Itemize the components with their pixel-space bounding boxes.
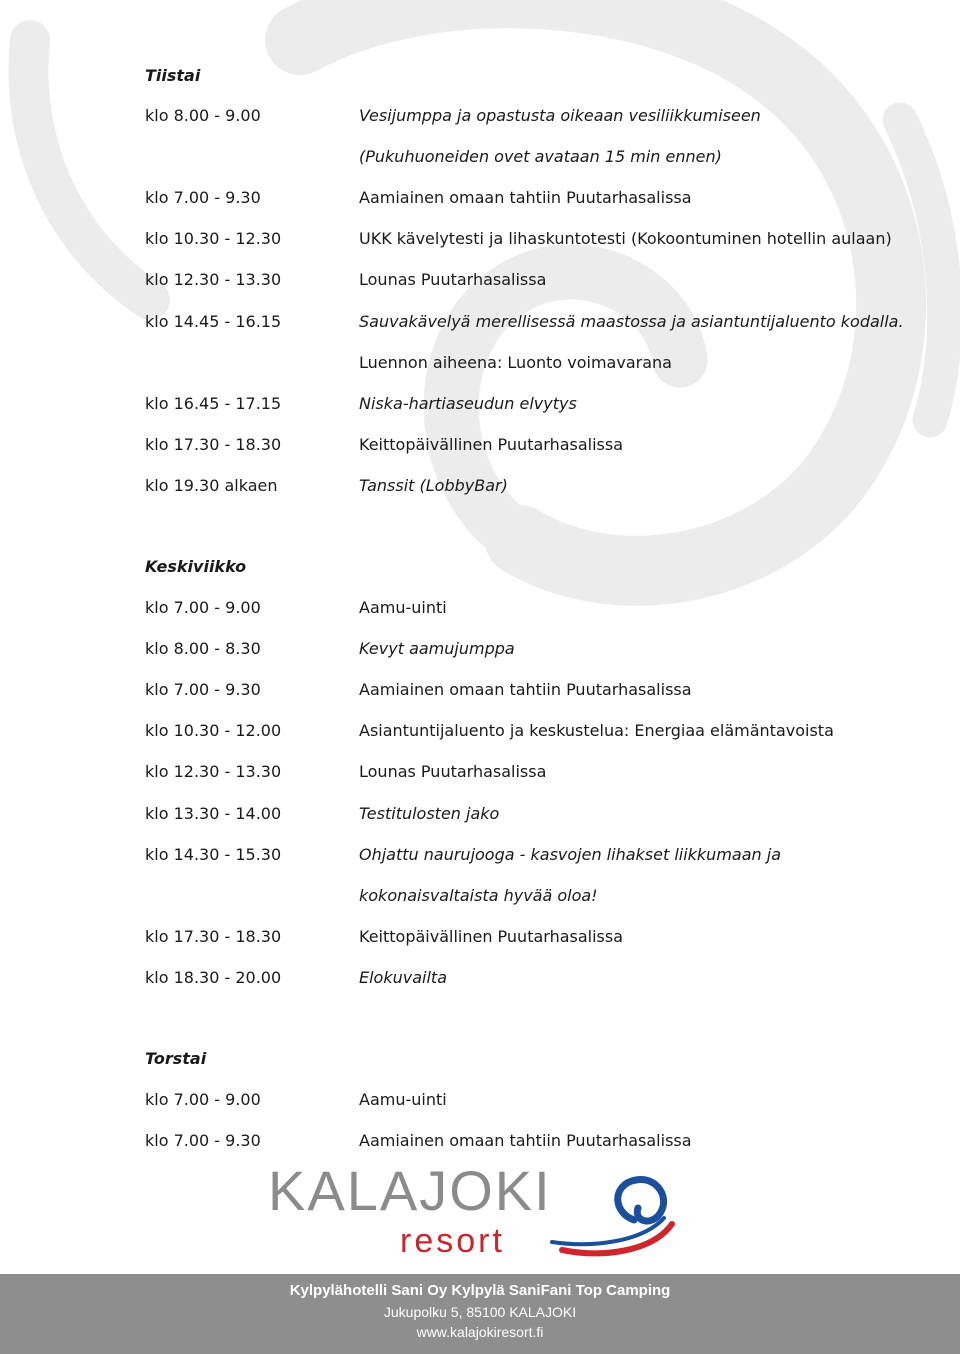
schedule-row — [0, 434, 960, 456]
schedule-time: klo 18.30 - 20.00 — [145, 967, 282, 987]
schedule-activity: Asiantuntijaluento ja keskustelua: Energiaa elämäntavoista — [359, 721, 834, 741]
schedule-time: klo 17.30 - 18.30 — [145, 926, 282, 946]
schedule-row — [0, 393, 960, 415]
schedule-activity: Kevyt aamujumppa — [359, 639, 515, 659]
schedule-time: klo 7.00 - 9.30 — [145, 680, 261, 700]
schedule-time: klo 7.00 - 9.00 — [145, 598, 261, 617]
schedule-row — [0, 803, 960, 825]
schedule-row — [0, 679, 960, 701]
schedule-activity: UKK kävelytesti ja lihaskuntotesti (Kokoontuminen hotellin aulaan) — [359, 229, 892, 249]
schedule-activity: Aamiainen omaan tahtiin Puutarhasalissa — [359, 1131, 692, 1151]
schedule-row — [0, 311, 960, 333]
schedule-row — [0, 926, 960, 948]
schedule-row — [0, 967, 960, 989]
day-heading-thursday: Torstai — [145, 1049, 207, 1068]
schedule-time: klo 17.30 - 18.30 — [145, 434, 282, 454]
schedule-activity: Luennon aiheena: Luonto voimavarana — [359, 352, 672, 372]
kalajoki-resort-logo — [262, 1162, 682, 1260]
logo-wave-icon — [552, 1180, 672, 1254]
schedule-row — [0, 885, 960, 907]
schedule-row — [0, 1130, 960, 1152]
schedule-time: klo 13.30 - 14.00 — [145, 803, 282, 823]
schedule-activity: Aamiainen omaan tahtiin Puutarhasalissa — [359, 188, 692, 208]
day-heading-tuesday: Tiistai — [145, 66, 201, 85]
schedule-activity: kokonaisvaltaista hyvää oloa! — [359, 885, 598, 905]
schedule-row — [0, 352, 960, 374]
schedule-time: klo 7.00 - 9.30 — [145, 1131, 261, 1151]
schedule-row — [0, 228, 960, 250]
schedule-activity: Tanssit (LobbyBar) — [359, 475, 508, 495]
schedule-time: klo 14.30 - 15.30 — [145, 844, 282, 864]
schedule-row — [0, 638, 960, 660]
schedule-time: klo 10.30 - 12.00 — [145, 721, 282, 741]
logo-tagline: resort — [400, 1222, 505, 1260]
schedule-activity: Lounas Puutarhasalissa — [359, 270, 547, 290]
schedule-row — [0, 597, 960, 619]
schedule-row — [0, 844, 960, 866]
schedule-row — [0, 1089, 960, 1111]
schedule-activity: Aamu-uinti — [359, 1090, 447, 1109]
schedule-row — [0, 475, 960, 497]
schedule-activity: Vesijumppa ja opastusta oikeaan vesiliikkumiseen — [359, 106, 761, 125]
schedule-row — [0, 187, 960, 209]
schedule-activity: Testitulosten jako — [359, 803, 500, 823]
footer-website: www.kalajokiresort.fi — [416, 1324, 544, 1340]
schedule-activity: (Pukuhuoneiden ovet avataan 15 min ennen) — [359, 147, 722, 167]
schedule-time: klo 10.30 - 12.30 — [145, 229, 282, 249]
schedule-activity: Lounas Puutarhasalissa — [359, 762, 547, 782]
schedule-activity: Keittopäivällinen Puutarhasalissa — [359, 434, 624, 454]
schedule-activity: Niska-hartiaseudun elvytys — [359, 393, 577, 413]
logo-wordmark: KALAJOKI — [268, 1162, 552, 1222]
footer — [0, 1274, 960, 1354]
footer-companies: Kylpylähotelli Sani Oy Kylpylä SaniFani Top Camping — [289, 1282, 671, 1299]
schedule-time: klo 14.45 - 16.15 — [145, 311, 282, 331]
schedule-activity: Sauvakävelyä merellisessä maastossa ja asiantuntijaluento kodalla. — [359, 311, 904, 331]
schedule-time: klo 7.00 - 9.00 — [145, 1090, 261, 1109]
schedule-time: klo 8.00 - 9.00 — [145, 106, 261, 125]
schedule-time: klo 7.00 - 9.30 — [145, 188, 261, 208]
schedule-time: klo 8.00 - 8.30 — [145, 639, 261, 659]
schedule-row — [0, 269, 960, 291]
schedule-activity: Keittopäivällinen Puutarhasalissa — [359, 926, 624, 946]
schedule-row — [0, 761, 960, 783]
schedule-activity: Aamiainen omaan tahtiin Puutarhasalissa — [359, 680, 692, 700]
footer-address: Jukupolku 5, 85100 KALAJOKI — [383, 1304, 577, 1320]
schedule-time: klo 16.45 - 17.15 — [145, 393, 282, 413]
schedule-row — [0, 105, 960, 127]
schedule-time: klo 19.30 alkaen — [145, 475, 278, 495]
schedule-row — [0, 720, 960, 742]
schedule-row — [0, 146, 960, 168]
day-heading-wednesday: Keskiviikko — [145, 557, 247, 576]
schedule-time: klo 12.30 - 13.30 — [145, 270, 282, 290]
schedule-activity: Ohjattu naurujooga - kasvojen lihakset liikkumaan ja — [359, 844, 781, 864]
schedule-time: klo 12.30 - 13.30 — [145, 762, 282, 782]
schedule-activity: Aamu-uinti — [359, 598, 447, 617]
schedule-activity: Elokuvailta — [359, 967, 447, 987]
